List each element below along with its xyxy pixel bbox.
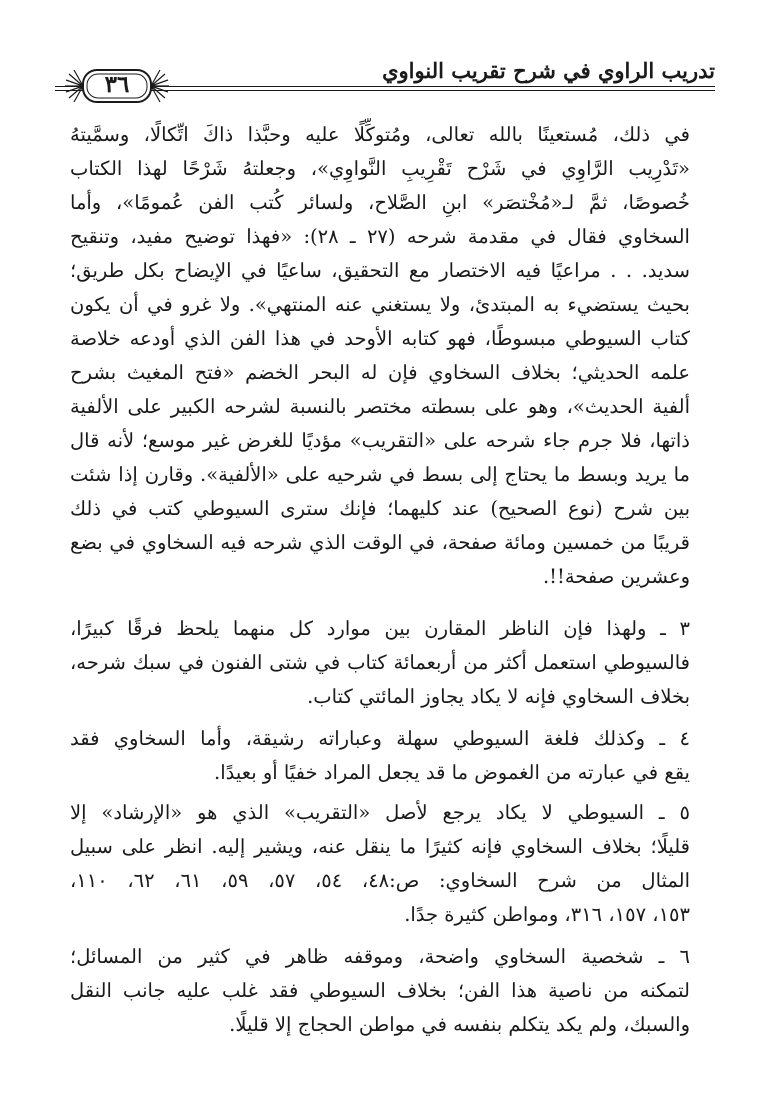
text-line: خُصوصًا، ثمَّ لـ«مُخْتصَر» ابنِ الصَّلاح، ولسائر كُتب الفن عُمومًا»، وأما <box>70 191 690 214</box>
text-line: بحيث يستضيء به المبتدئ، ولا يستغني عنه المنتهي». ولا غرو في أن يكون <box>70 293 690 316</box>
paragraph <box>70 796 690 932</box>
text-line: ١٥٣، ١٥٧، ٣١٦، ومواطن كثيرة جدًا. <box>404 903 690 926</box>
paragraph <box>70 118 690 594</box>
text-line: وعشرين صفحة!!. <box>542 565 690 588</box>
text-line: ألفية الحديث»، وهو على بسطته مختصر بالنسبة لشرحه الكبير على الألفية <box>70 395 690 418</box>
text-line: بين شرح (نوع الصحيح) عند كليهما؛ فإنك سترى السيوطي كتب في ذلك <box>70 497 690 520</box>
text-line: قليلًا؛ بخلاف السخاوي فإنه كثيرًا ما ينقل عنه، ويشير إليه. انظر على سبيل <box>70 835 690 858</box>
text-line: يقع في عبارته من الغموض ما قد يجعل المراد خفيًا أو بعيدًا. <box>214 761 690 784</box>
text-line: المثال من شرح السخاوي: ص:٤٨، ٥٤، ٥٧، ٥٩، ٦١، ٦٢، ١١٠، <box>70 869 690 892</box>
text-line: «تَدْرِيب الرَّاوِي في شَرْح تَقْرِيبِ النَّواوِي»، وجعلتهُ شَرْحًا لهذا الكتاب <box>70 157 690 180</box>
paragraph <box>70 722 690 790</box>
text-line: ٤ ـ وكذلك فلغة السيوطي سهلة وعباراته رشيقة، وأما السخاوي فقد <box>70 727 690 750</box>
page-number: ٣٦ <box>104 71 130 98</box>
running-title: تدريب الراوي في شرح تقريب النواوي <box>382 58 715 83</box>
text-line: فالسيوطي استعمل أكثر من أربعمائة كتاب في شتى الفنون في سبك شرحه، <box>70 651 690 674</box>
text-line: قريبًا من خمسين ومائة صفحة، في الوقت الذي شرحه فيه السخاوي في بضع <box>70 531 690 554</box>
text-line: ٦ ـ شخصية السخاوي واضحة، وموقفه ظاهر في كثير من المسائل؛ <box>70 945 690 968</box>
text-line: والسبك، ولم يكد يتكلم بنفسه في مواطن الحجاج إلا قليلًا. <box>229 1013 690 1036</box>
text-line: علمه الحديثي؛ بخلاف السخاوي فإن له البحر الخضم «فتح المغيث بشرح <box>70 361 690 384</box>
running-header <box>55 52 715 108</box>
text-line: ٥ ـ السيوطي لا يكاد يرجع لأصل «التقريب» الذي هو «الإرشاد» إلا <box>70 801 690 824</box>
text-line: لتمكنه من ناصية هذا الفن؛ بخلاف السيوطي فقد غلب عليه جانب النقل <box>70 979 690 1002</box>
paragraph <box>70 612 690 714</box>
text-line: السخاوي فقال في مقدمة شرحه (٢٧ ـ ٢٨): «فهذا توضيح مفيد، وتنقيح <box>70 225 690 248</box>
text-line: ٣ ـ ولهذا فإن الناظر المقارن بين موارد كل منهما يلحظ فرقًا كبيرًا، <box>70 617 690 640</box>
text-line: ذاتها، فلا جرم جاء شرحه على «التقريب» مؤديًا للغرض غير موسع؛ لأنه قال <box>70 429 690 452</box>
page-number-ornament <box>61 66 173 106</box>
text-line: كتاب السيوطي مبسوطًا، فهو كتابه الأوحد في هذا الفن الذي أودعه خلاصة <box>70 327 690 350</box>
text-line: بخلاف السخاوي فإنه لا يكاد يجاوز المائتي كتاب. <box>307 685 690 708</box>
paragraph <box>70 940 690 1042</box>
text-line: ما يريد وبسط ما يحتاج إلى بسط في شرحيه على «الألفية». وقارن إذا شئت <box>70 463 690 486</box>
text-line: في ذلك، مُستعينًا بالله تعالى، ومُتوكِّلًا عليه وحبَّذا ذاكَ اتِّكالًا، وسمَّيتهُ <box>70 123 690 146</box>
text-line: سديد. . . مراعيًا فيه الاختصار مع التحقيق، ساعيًا في الإيضاح بكل طريق؛ <box>70 259 690 282</box>
